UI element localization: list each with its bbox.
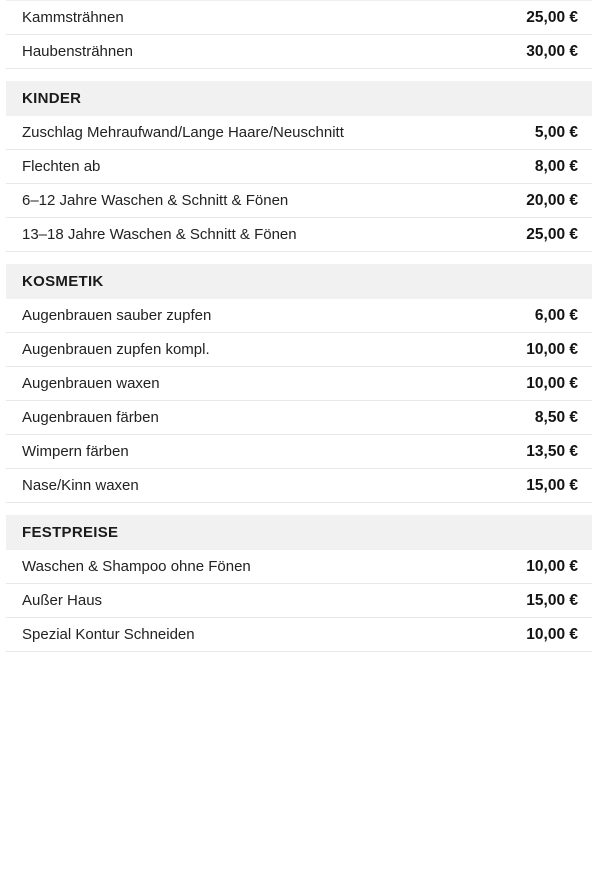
section-rows bbox=[6, 550, 592, 652]
price-list bbox=[6, 0, 592, 652]
item-label: 13–18 Jahre Waschen & Schnitt & Fönen bbox=[22, 226, 297, 243]
item-label: Kammsträhnen bbox=[22, 9, 124, 26]
item-price: 20,00 € bbox=[526, 191, 578, 209]
item-label: Flechten ab bbox=[22, 158, 101, 175]
item-price: 10,00 € bbox=[526, 625, 578, 643]
section-rows bbox=[6, 1, 592, 69]
section-rows bbox=[6, 299, 592, 503]
price-row bbox=[6, 550, 592, 584]
price-row bbox=[6, 1, 592, 35]
item-label: Haubensträhnen bbox=[22, 43, 133, 60]
item-label: Augenbrauen waxen bbox=[22, 375, 160, 392]
price-row bbox=[6, 218, 592, 252]
item-price: 15,00 € bbox=[526, 591, 578, 609]
price-row bbox=[6, 618, 592, 652]
price-section bbox=[6, 1, 592, 69]
item-price: 5,00 € bbox=[534, 123, 578, 141]
item-price: 30,00 € bbox=[526, 42, 578, 60]
price-row bbox=[6, 367, 592, 401]
item-label: Waschen & Shampoo ohne Fönen bbox=[22, 558, 251, 575]
price-section bbox=[6, 264, 592, 503]
item-label: Außer Haus bbox=[22, 592, 103, 609]
item-price: 10,00 € bbox=[526, 374, 578, 392]
price-row bbox=[6, 184, 592, 218]
item-label: Nase/Kinn waxen bbox=[22, 477, 139, 494]
section-header: KOSMETIK bbox=[6, 264, 592, 299]
price-row bbox=[6, 116, 592, 150]
item-label: Zuschlag Mehraufwand/Lange Haare/Neuschnitt bbox=[22, 124, 344, 141]
price-section bbox=[6, 81, 592, 252]
item-label: Augenbrauen zupfen kompl. bbox=[22, 341, 210, 358]
section-header: KINDER bbox=[6, 81, 592, 116]
section-rows bbox=[6, 116, 592, 252]
item-label: 6–12 Jahre Waschen & Schnitt & Fönen bbox=[22, 192, 289, 209]
item-label: Augenbrauen sauber zupfen bbox=[22, 307, 212, 324]
item-price: 8,00 € bbox=[534, 157, 578, 175]
price-row bbox=[6, 469, 592, 503]
item-price: 13,50 € bbox=[526, 442, 578, 460]
item-price: 25,00 € bbox=[526, 8, 578, 26]
item-label: Augenbrauen färben bbox=[22, 409, 159, 426]
price-row bbox=[6, 584, 592, 618]
item-price: 8,50 € bbox=[534, 408, 578, 426]
item-price: 10,00 € bbox=[526, 340, 578, 358]
section-header: FESTPREISE bbox=[6, 515, 592, 550]
price-row bbox=[6, 35, 592, 69]
item-price: 10,00 € bbox=[526, 557, 578, 575]
price-row bbox=[6, 401, 592, 435]
price-row bbox=[6, 299, 592, 333]
price-row bbox=[6, 150, 592, 184]
item-price: 15,00 € bbox=[526, 476, 578, 494]
price-row bbox=[6, 333, 592, 367]
price-section bbox=[6, 515, 592, 652]
price-row bbox=[6, 435, 592, 469]
item-label: Spezial Kontur Schneiden bbox=[22, 626, 195, 643]
item-price: 25,00 € bbox=[526, 225, 578, 243]
item-price: 6,00 € bbox=[534, 306, 578, 324]
item-label: Wimpern färben bbox=[22, 443, 129, 460]
